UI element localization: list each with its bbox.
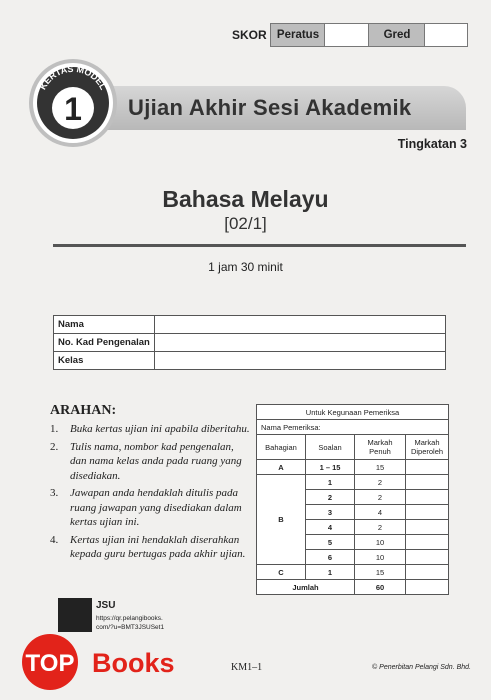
percent-label: Peratus <box>270 23 326 47</box>
marks-obtained-cell[interactable] <box>406 475 449 490</box>
table-row <box>257 460 449 475</box>
marks-obtained-cell[interactable] <box>406 535 449 550</box>
name-field[interactable] <box>155 316 446 334</box>
list-item <box>50 533 250 562</box>
table-row <box>257 475 449 490</box>
marks-obtained-cell[interactable] <box>406 565 449 580</box>
divider <box>53 244 466 247</box>
item-text: Kertas ujian ini hendaklah diserahkan kepada guru bertugas pada akhir ujian. <box>70 533 246 560</box>
examiner-name-field[interactable]: Nama Pemeriksa: <box>257 420 449 435</box>
table-row <box>257 435 449 460</box>
question-cell: 1 <box>306 565 355 580</box>
subject-code: [02/1] <box>224 214 267 233</box>
grade-label: Gred <box>368 23 426 47</box>
question-cell: 5 <box>306 535 355 550</box>
list-item <box>50 486 250 530</box>
ic-number-field[interactable] <box>155 334 446 352</box>
marks-obtained-cell[interactable] <box>406 505 449 520</box>
form-level: Tingkatan 3 <box>397 137 467 151</box>
column-header: Markah Penuh <box>355 435 406 460</box>
examiner-table-title: Untuk Kegunaan Pemeriksa <box>257 405 449 420</box>
question-cell: 3 <box>306 505 355 520</box>
question-cell: 6 <box>306 550 355 565</box>
full-marks-cell: 2 <box>355 520 406 535</box>
marks-obtained-cell[interactable] <box>406 550 449 565</box>
exam-title: Ujian Akhir Sesi Akademik <box>128 95 412 120</box>
class-label: Kelas <box>54 352 155 370</box>
jsu-link[interactable]: com/?u=BMT3JSUSet1 <box>96 624 165 631</box>
column-header: Markah Diperoleh <box>406 435 449 460</box>
instructions-list <box>50 422 250 565</box>
table-row <box>54 334 446 352</box>
full-marks-cell: 10 <box>355 550 406 565</box>
jsu-link[interactable]: https://qr.pelangibooks. <box>96 615 163 622</box>
subject-title: Bahasa Melayu <box>162 186 329 212</box>
item-number: 2. <box>50 440 59 453</box>
score-label: SKOR <box>232 28 267 42</box>
candidate-info-table <box>53 315 446 370</box>
item-number: 1. <box>50 423 59 435</box>
section-cell: A <box>257 460 306 475</box>
table-row <box>257 580 449 595</box>
table-row <box>54 352 446 370</box>
question-cell: 1 <box>306 475 355 490</box>
section-cell: B <box>257 475 306 565</box>
question-cell: 2 <box>306 490 355 505</box>
question-cell: 4 <box>306 520 355 535</box>
column-header: Soalan <box>306 435 355 460</box>
ic-number-label: No. Kad Pengenalan <box>54 334 155 352</box>
page-number: KM1–1 <box>231 662 263 673</box>
instructions-title: ARAHAN: <box>50 403 117 418</box>
full-marks-cell: 15 <box>355 460 406 475</box>
marks-obtained-cell[interactable] <box>406 490 449 505</box>
name-label: Nama <box>54 316 155 334</box>
question-cell: 1 – 15 <box>306 460 355 475</box>
class-field[interactable] <box>155 352 446 370</box>
publisher-credit: © Penerbitan Pelangi Sdn. Bhd. <box>372 664 471 671</box>
item-text: Tulis nama, nombor kad pengenalan, dan nama kelas anda pada ruang yang disediakan. <box>70 440 242 482</box>
marks-obtained-cell[interactable] <box>406 460 449 475</box>
logo-top-text: TOP <box>25 650 75 677</box>
qr-code-icon <box>58 598 92 632</box>
grade-box <box>424 23 468 47</box>
full-marks-cell: 2 <box>355 475 406 490</box>
percent-box <box>324 23 370 47</box>
total-marks-obtained[interactable] <box>406 580 449 595</box>
list-item <box>50 440 250 484</box>
total-label: Jumlah <box>257 580 355 595</box>
examiner-table <box>256 404 449 595</box>
item-text: Jawapan anda hendaklah ditulis pada ruang jawapan yang disediakan dalam kertas ujian ini. <box>70 487 242 528</box>
full-marks-cell: 10 <box>355 535 406 550</box>
jsu-title: JSU <box>96 600 116 611</box>
table-row <box>257 420 449 435</box>
item-number: 3. <box>50 487 59 499</box>
badge-number: 1 <box>64 91 82 127</box>
list-item <box>50 422 250 437</box>
total-full-marks: 60 <box>355 580 406 595</box>
table-row <box>257 405 449 420</box>
full-marks-cell: 15 <box>355 565 406 580</box>
topbooks-logo <box>8 632 198 692</box>
full-marks-cell: 2 <box>355 490 406 505</box>
column-header: Bahagian <box>257 435 306 460</box>
section-cell: C <box>257 565 306 580</box>
exam-duration: 1 jam 30 minit <box>208 260 283 274</box>
table-row <box>257 565 449 580</box>
table-row <box>54 316 446 334</box>
item-text: Buka kertas ujian ini apabila diberitahu. <box>70 423 250 435</box>
marks-obtained-cell[interactable] <box>406 520 449 535</box>
model-paper-badge <box>28 58 118 148</box>
badge-caption: KERTAS MODEL <box>37 63 109 92</box>
full-marks-cell: 4 <box>355 505 406 520</box>
logo-books-text: Books <box>92 648 175 678</box>
item-number: 4. <box>50 533 59 546</box>
